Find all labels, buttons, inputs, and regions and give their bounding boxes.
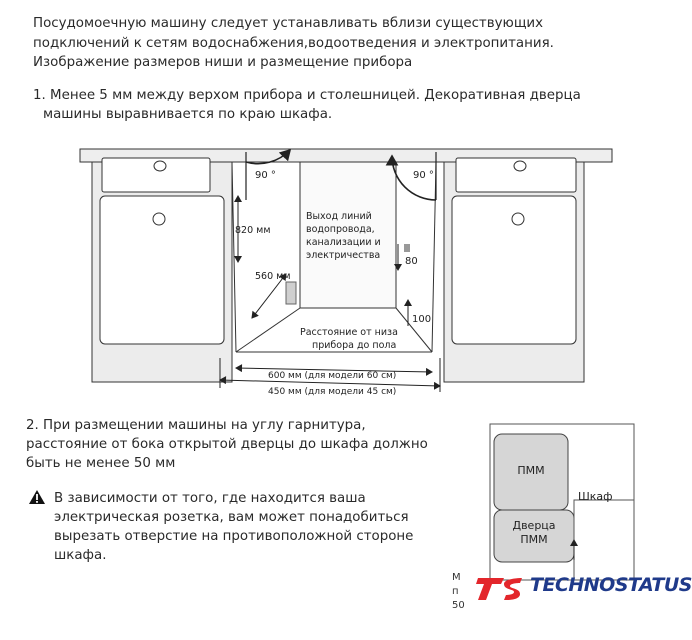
outlet-label: водопровода, [306,224,375,235]
door-label: Дверца [512,519,556,532]
intro-line: Посудомоечную машину следует устанавливать вблизи существующих [33,16,544,31]
cabinet-block [574,500,634,580]
width-45-label: 450 мм (для модели 45 см) [268,387,397,397]
dim-100-label: 100 [412,314,432,325]
technostatus-logo-text: TECHNOSTATUS [530,574,692,596]
angle-right-label: 90 ° [413,170,434,181]
dim-80-label: 80 [405,256,418,267]
depth-560-label: 560 мм [255,271,291,282]
angle-left-label: 90 ° [255,170,276,181]
corner-diagram [470,420,674,580]
step-1-line: 1. Менее 5 мм между верхом прибора и столешницей. Декоративная дверца [33,88,581,103]
warning-line: электрическая розетка, вам может понадобиться [54,510,409,525]
warning-text [54,489,413,565]
warning-line: шкафа. [54,548,107,563]
intro-line: подключений к сетям водоснабжения,водоотведения и электропитания. [33,35,554,51]
cut-text: М [452,572,461,583]
cut-text: п [452,586,459,597]
outlet-label: Выход линий [306,211,372,222]
step-2-text [26,416,428,473]
width-60-label: 600 мм (для модели 60 см) [268,371,397,381]
floor-distance-label: прибора до пола [312,340,397,351]
warning-line: вырезать отверстие на противоположной стороне [54,529,414,544]
left-cabinet [92,158,236,382]
door-label: ПММ [520,533,548,546]
outlet-label: электричества [306,250,381,261]
step-1-line: машины выравнивается по краю шкафа. [43,107,333,122]
cut-text: 50 [452,600,465,611]
warning-icon [28,489,46,505]
step-2-line: расстояние от бока открытой дверцы до шкафа должно [26,437,428,452]
right-cabinet [432,158,584,382]
height-820-label: 820 мм [235,225,271,236]
technostatus-ts-logo-icon [474,574,526,604]
step-2-line: 2. При размещении машины на углу гарнитура, [26,418,366,433]
floor-distance-label: Расстояние от низа [300,327,398,338]
dishwasher-label: ПММ [517,464,545,477]
outlet-label: канализации и [306,237,381,248]
warning-line: В зависимости от того, где находится ваша [54,491,366,506]
cabinet-label: Шкаф [578,490,613,503]
intro-line: Изображение размеров ниши и размещение прибора [33,55,413,70]
step-2-line: быть не менее 50 мм [26,456,176,471]
